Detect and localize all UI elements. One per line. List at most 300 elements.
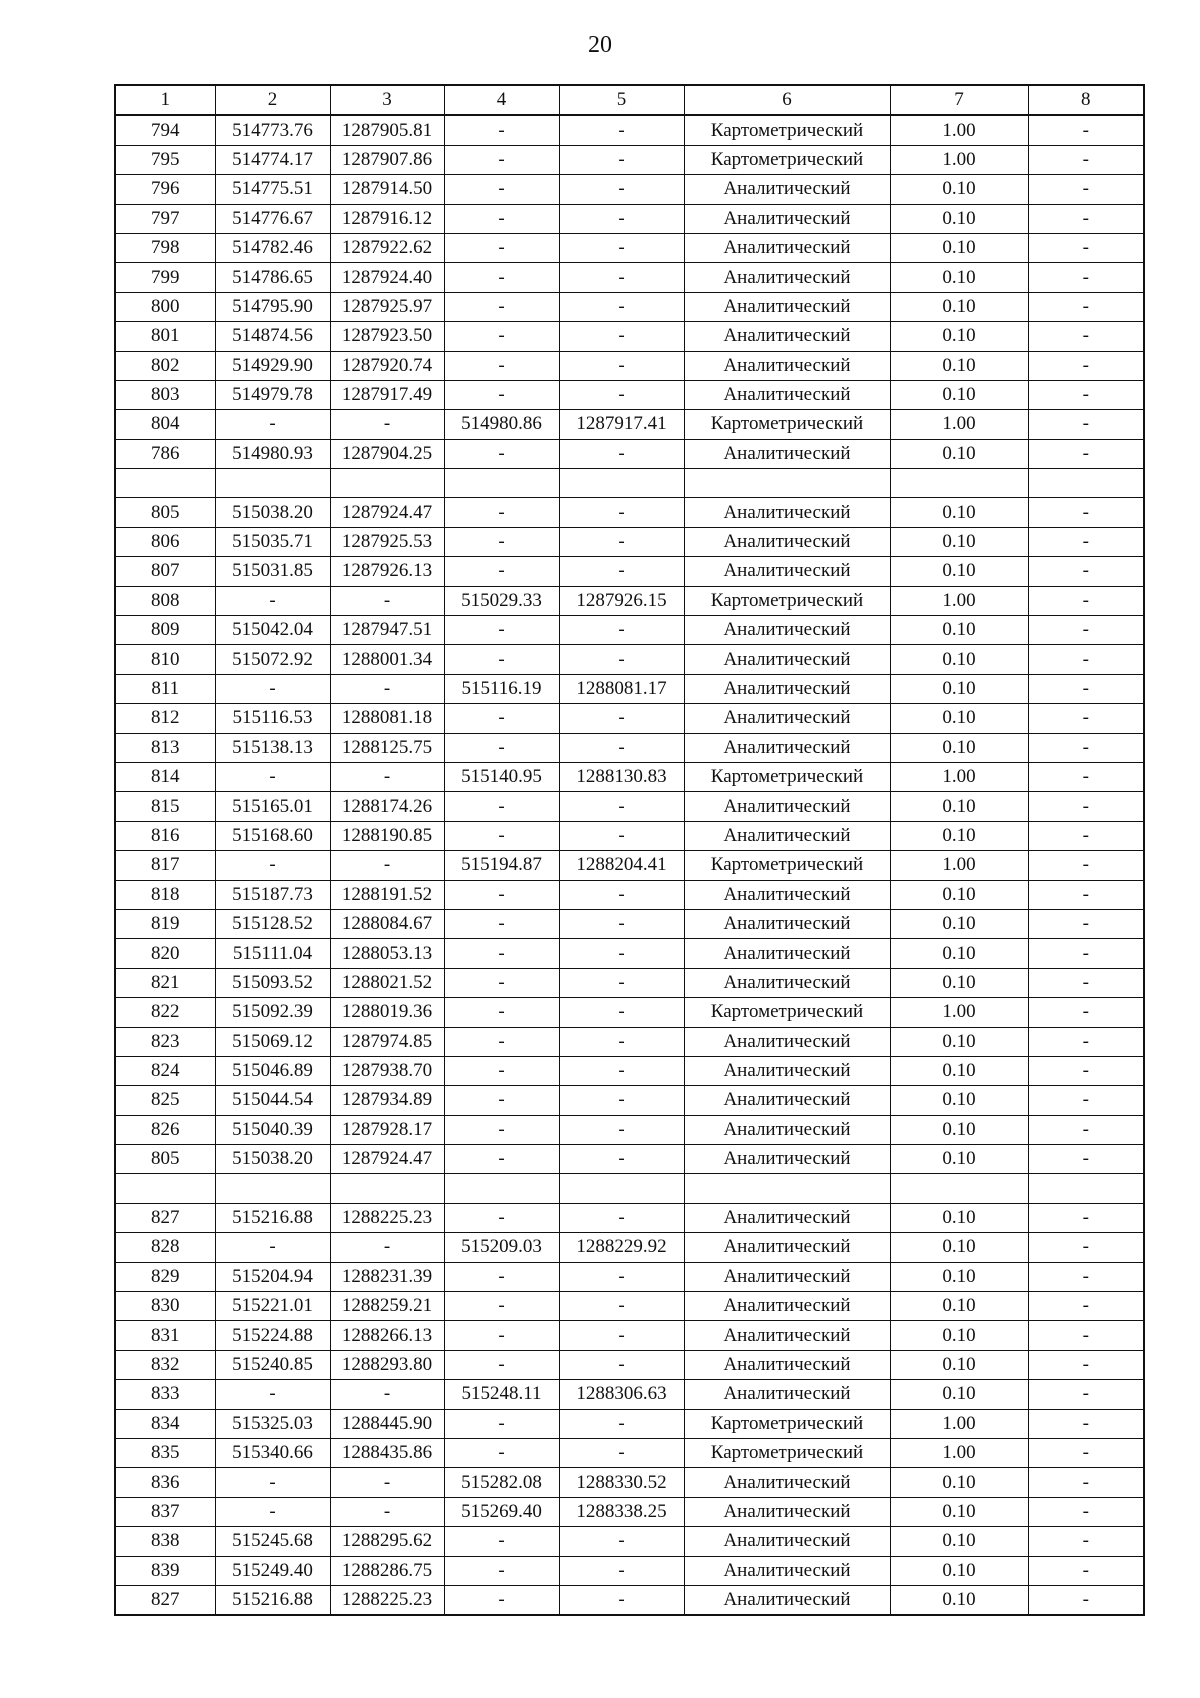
y-coordinate-alt-cell: - <box>559 557 684 586</box>
accuracy-cell: 0.10 <box>890 939 1028 968</box>
y-coordinate-cell: 1288190.85 <box>330 821 444 850</box>
y-coordinate-cell: 1288435.86 <box>330 1438 444 1467</box>
table-row <box>115 469 1144 498</box>
method-cell: Аналитический <box>684 880 890 909</box>
point-number-cell: 820 <box>115 939 215 968</box>
x-coordinate-alt-cell: - <box>444 115 559 145</box>
table-row <box>115 616 1144 645</box>
table-row <box>115 1350 1144 1379</box>
accuracy-cell: 1.00 <box>890 586 1028 615</box>
y-coordinate-cell: - <box>330 1497 444 1526</box>
point-number-cell: 798 <box>115 233 215 262</box>
x-coordinate-alt-cell: 515116.19 <box>444 674 559 703</box>
x-coordinate-alt-cell: - <box>444 1115 559 1144</box>
x-coordinate-alt-cell: - <box>444 439 559 468</box>
y-coordinate-alt-cell: - <box>559 1409 684 1438</box>
x-coordinate-alt-cell: 515140.95 <box>444 762 559 791</box>
table-row <box>115 1203 1144 1232</box>
x-coordinate-cell: 515240.85 <box>215 1350 330 1379</box>
point-number-cell: 815 <box>115 792 215 821</box>
x-coordinate-cell: - <box>215 674 330 703</box>
y-coordinate-cell: 1288174.26 <box>330 792 444 821</box>
accuracy-cell: 1.00 <box>890 1409 1028 1438</box>
y-coordinate-alt-cell: - <box>559 645 684 674</box>
y-coordinate-alt-cell: - <box>559 880 684 909</box>
point-number-cell: 810 <box>115 645 215 674</box>
accuracy-cell: 0.10 <box>890 880 1028 909</box>
x-coordinate-cell: - <box>215 1468 330 1497</box>
method-cell: Аналитический <box>684 175 890 204</box>
column-header: 6 <box>684 85 890 115</box>
point-number-cell: 818 <box>115 880 215 909</box>
y-coordinate-alt-cell: - <box>559 909 684 938</box>
method-cell: Аналитический <box>684 939 890 968</box>
y-coordinate-cell: 1288445.90 <box>330 1409 444 1438</box>
y-coordinate-cell: 1287907.86 <box>330 145 444 174</box>
description-cell: - <box>1028 557 1144 586</box>
point-number-cell: 825 <box>115 1086 215 1115</box>
method-cell: Аналитический <box>684 1027 890 1056</box>
accuracy-cell: 0.10 <box>890 1233 1028 1262</box>
table-row <box>115 322 1144 351</box>
y-coordinate-cell: 1288191.52 <box>330 880 444 909</box>
column-header: 5 <box>559 85 684 115</box>
accuracy-cell: 0.10 <box>890 292 1028 321</box>
description-cell: - <box>1028 880 1144 909</box>
x-coordinate-alt-cell: - <box>444 498 559 527</box>
y-coordinate-cell: 1288286.75 <box>330 1556 444 1585</box>
accuracy-cell: 0.10 <box>890 1027 1028 1056</box>
y-coordinate-cell: 1288021.52 <box>330 968 444 997</box>
table-row <box>115 674 1144 703</box>
description-cell: - <box>1028 1468 1144 1497</box>
x-coordinate-cell: 515216.88 <box>215 1203 330 1232</box>
y-coordinate-alt-cell: - <box>559 1027 684 1056</box>
x-coordinate-cell: 514776.67 <box>215 204 330 233</box>
point-number-cell: 806 <box>115 527 215 556</box>
description-cell: - <box>1028 263 1144 292</box>
x-coordinate-cell: 515221.01 <box>215 1292 330 1321</box>
point-number-cell: 812 <box>115 704 215 733</box>
table-row <box>115 851 1144 880</box>
description-cell: - <box>1028 1497 1144 1526</box>
x-coordinate-alt-cell: - <box>444 557 559 586</box>
table-row <box>115 762 1144 791</box>
accuracy-cell: 0.10 <box>890 704 1028 733</box>
y-coordinate-alt-cell: - <box>559 322 684 351</box>
table-row <box>115 410 1144 439</box>
table-row <box>115 204 1144 233</box>
method-cell: Картометрический <box>684 586 890 615</box>
method-cell: Аналитический <box>684 1527 890 1556</box>
method-cell: Аналитический <box>684 704 890 733</box>
x-coordinate-cell: 515116.53 <box>215 704 330 733</box>
x-coordinate-cell: 515245.68 <box>215 1527 330 1556</box>
y-coordinate-alt-cell: - <box>559 1056 684 1085</box>
x-coordinate-cell: - <box>215 851 330 880</box>
method-cell: Аналитический <box>684 263 890 292</box>
table-row <box>115 1056 1144 1085</box>
point-number-cell: 831 <box>115 1321 215 1350</box>
description-cell: - <box>1028 498 1144 527</box>
description-cell: - <box>1028 1438 1144 1467</box>
point-number-cell: 808 <box>115 586 215 615</box>
description-cell: - <box>1028 1203 1144 1232</box>
x-coordinate-cell: 515042.04 <box>215 616 330 645</box>
x-coordinate-cell: 515069.12 <box>215 1027 330 1056</box>
y-coordinate-alt-cell: - <box>559 1350 684 1379</box>
x-coordinate-alt-cell: - <box>444 1056 559 1085</box>
description-cell: - <box>1028 527 1144 556</box>
accuracy-cell: 1.00 <box>890 851 1028 880</box>
description-cell: - <box>1028 792 1144 821</box>
method-cell: Аналитический <box>684 1086 890 1115</box>
x-coordinate-cell: 514786.65 <box>215 263 330 292</box>
accuracy-cell: 0.10 <box>890 1380 1028 1409</box>
method-cell: Аналитический <box>684 1321 890 1350</box>
point-number-cell: 817 <box>115 851 215 880</box>
method-cell: Аналитический <box>684 733 890 762</box>
y-coordinate-cell: 1287917.49 <box>330 380 444 409</box>
y-coordinate-cell: - <box>330 410 444 439</box>
accuracy-cell: 0.10 <box>890 1086 1028 1115</box>
method-cell <box>684 469 890 498</box>
y-coordinate-cell: 1287923.50 <box>330 322 444 351</box>
table-row <box>115 1086 1144 1115</box>
table-row <box>115 1233 1144 1262</box>
accuracy-cell: 1.00 <box>890 410 1028 439</box>
y-coordinate-alt-cell: 1288229.92 <box>559 1233 684 1262</box>
table-row <box>115 1527 1144 1556</box>
y-coordinate-alt-cell: - <box>559 1115 684 1144</box>
accuracy-cell: 0.10 <box>890 1115 1028 1144</box>
x-coordinate-cell: 514774.17 <box>215 145 330 174</box>
description-cell: - <box>1028 1233 1144 1262</box>
table-row <box>115 498 1144 527</box>
table-row <box>115 704 1144 733</box>
method-cell: Аналитический <box>684 204 890 233</box>
y-coordinate-alt-cell: - <box>559 733 684 762</box>
x-coordinate-cell: 515165.01 <box>215 792 330 821</box>
point-number-cell: 836 <box>115 1468 215 1497</box>
accuracy-cell: 1.00 <box>890 1438 1028 1467</box>
x-coordinate-alt-cell: - <box>444 175 559 204</box>
x-coordinate-alt-cell: - <box>444 204 559 233</box>
method-cell <box>684 1174 890 1203</box>
page-number: 20 <box>588 32 612 58</box>
accuracy-cell: 0.10 <box>890 204 1028 233</box>
description-cell: - <box>1028 439 1144 468</box>
x-coordinate-cell: 515044.54 <box>215 1086 330 1115</box>
x-coordinate-cell: 514795.90 <box>215 292 330 321</box>
y-coordinate-cell <box>330 1174 444 1203</box>
x-coordinate-cell: - <box>215 410 330 439</box>
x-coordinate-alt-cell: 515282.08 <box>444 1468 559 1497</box>
x-coordinate-alt-cell: - <box>444 1262 559 1291</box>
point-number-cell: 807 <box>115 557 215 586</box>
point-number-cell: 829 <box>115 1262 215 1291</box>
y-coordinate-alt-cell: 1288204.41 <box>559 851 684 880</box>
x-coordinate-cell: 515040.39 <box>215 1115 330 1144</box>
method-cell: Аналитический <box>684 1145 890 1174</box>
description-cell: - <box>1028 1056 1144 1085</box>
description-cell: - <box>1028 586 1144 615</box>
y-coordinate-alt-cell: 1288130.83 <box>559 762 684 791</box>
x-coordinate-alt-cell: - <box>444 1321 559 1350</box>
table-row <box>115 233 1144 262</box>
method-cell: Картометрический <box>684 851 890 880</box>
x-coordinate-alt-cell <box>444 469 559 498</box>
x-coordinate-alt-cell: - <box>444 792 559 821</box>
x-coordinate-alt-cell: 515209.03 <box>444 1233 559 1262</box>
x-coordinate-cell: - <box>215 1380 330 1409</box>
x-coordinate-cell: 515224.88 <box>215 1321 330 1350</box>
point-number-cell: 824 <box>115 1056 215 1085</box>
y-coordinate-alt-cell: - <box>559 821 684 850</box>
description-cell: - <box>1028 1556 1144 1585</box>
method-cell: Аналитический <box>684 527 890 556</box>
y-coordinate-cell: 1288231.39 <box>330 1262 444 1291</box>
y-coordinate-cell: 1287905.81 <box>330 115 444 145</box>
column-header: 2 <box>215 85 330 115</box>
accuracy-cell: 0.10 <box>890 821 1028 850</box>
x-coordinate-alt-cell: 515029.33 <box>444 586 559 615</box>
x-coordinate-cell: 515325.03 <box>215 1409 330 1438</box>
y-coordinate-cell: 1287916.12 <box>330 204 444 233</box>
x-coordinate-alt-cell: 515269.40 <box>444 1497 559 1526</box>
y-coordinate-cell: 1287925.53 <box>330 527 444 556</box>
method-cell: Аналитический <box>684 292 890 321</box>
x-coordinate-cell <box>215 469 330 498</box>
x-coordinate-cell: 515038.20 <box>215 1145 330 1174</box>
table-row <box>115 263 1144 292</box>
accuracy-cell: 0.10 <box>890 1468 1028 1497</box>
accuracy-cell: 0.10 <box>890 498 1028 527</box>
x-coordinate-cell: 515204.94 <box>215 1262 330 1291</box>
x-coordinate-cell: 514929.90 <box>215 351 330 380</box>
y-coordinate-alt-cell: - <box>559 1556 684 1585</box>
y-coordinate-cell: - <box>330 1380 444 1409</box>
y-coordinate-cell: 1288225.23 <box>330 1203 444 1232</box>
y-coordinate-cell: - <box>330 586 444 615</box>
x-coordinate-alt-cell: - <box>444 1203 559 1232</box>
y-coordinate-alt-cell: - <box>559 145 684 174</box>
description-cell: - <box>1028 410 1144 439</box>
y-coordinate-alt-cell: 1287926.15 <box>559 586 684 615</box>
table-row <box>115 380 1144 409</box>
y-coordinate-alt-cell: - <box>559 792 684 821</box>
y-coordinate-cell: 1288053.13 <box>330 939 444 968</box>
point-number-cell: 827 <box>115 1585 215 1615</box>
accuracy-cell: 0.10 <box>890 1056 1028 1085</box>
method-cell: Аналитический <box>684 1556 890 1585</box>
x-coordinate-alt-cell: - <box>444 821 559 850</box>
table-row <box>115 733 1144 762</box>
table-row <box>115 1409 1144 1438</box>
point-number-cell: 795 <box>115 145 215 174</box>
y-coordinate-alt-cell: - <box>559 1438 684 1467</box>
description-cell: - <box>1028 733 1144 762</box>
table-header-row <box>115 85 1144 115</box>
y-coordinate-alt-cell: - <box>559 1527 684 1556</box>
table-row <box>115 645 1144 674</box>
description-cell: - <box>1028 1350 1144 1379</box>
point-number-cell: 830 <box>115 1292 215 1321</box>
x-coordinate-cell: - <box>215 586 330 615</box>
table-row <box>115 1380 1144 1409</box>
table-row <box>115 351 1144 380</box>
x-coordinate-alt-cell: 515194.87 <box>444 851 559 880</box>
description-cell: - <box>1028 1292 1144 1321</box>
y-coordinate-cell: 1287904.25 <box>330 439 444 468</box>
table-row <box>115 292 1144 321</box>
point-number-cell: 786 <box>115 439 215 468</box>
accuracy-cell: 0.10 <box>890 351 1028 380</box>
description-cell: - <box>1028 1585 1144 1615</box>
accuracy-cell: 0.10 <box>890 616 1028 645</box>
point-number-cell <box>115 469 215 498</box>
y-coordinate-cell: - <box>330 1233 444 1262</box>
description-cell: - <box>1028 674 1144 703</box>
description-cell: - <box>1028 351 1144 380</box>
x-coordinate-alt-cell: - <box>444 998 559 1027</box>
point-number-cell: 804 <box>115 410 215 439</box>
x-coordinate-alt-cell: - <box>444 1292 559 1321</box>
x-coordinate-alt-cell: - <box>444 909 559 938</box>
y-coordinate-alt-cell: - <box>559 115 684 145</box>
accuracy-cell: 0.10 <box>890 1556 1028 1585</box>
accuracy-cell: 0.10 <box>890 439 1028 468</box>
y-coordinate-alt-cell: - <box>559 498 684 527</box>
x-coordinate-alt-cell: - <box>444 233 559 262</box>
x-coordinate-cell: 515035.71 <box>215 527 330 556</box>
y-coordinate-alt-cell: - <box>559 939 684 968</box>
accuracy-cell: 0.10 <box>890 968 1028 997</box>
x-coordinate-cell: 514782.46 <box>215 233 330 262</box>
method-cell: Картометрический <box>684 762 890 791</box>
description-cell: - <box>1028 204 1144 233</box>
x-coordinate-cell: 515092.39 <box>215 998 330 1027</box>
x-coordinate-cell: 515046.89 <box>215 1056 330 1085</box>
description-cell: - <box>1028 1262 1144 1291</box>
y-coordinate-cell: 1287914.50 <box>330 175 444 204</box>
x-coordinate-alt-cell: - <box>444 1145 559 1174</box>
method-cell: Аналитический <box>684 909 890 938</box>
x-coordinate-alt-cell: - <box>444 263 559 292</box>
method-cell: Картометрический <box>684 1438 890 1467</box>
table-row <box>115 909 1144 938</box>
y-coordinate-alt-cell: - <box>559 998 684 1027</box>
description-cell: - <box>1028 1527 1144 1556</box>
method-cell: Аналитический <box>684 1233 890 1262</box>
y-coordinate-alt-cell: - <box>559 1585 684 1615</box>
x-coordinate-alt-cell: - <box>444 527 559 556</box>
y-coordinate-cell: 1287926.13 <box>330 557 444 586</box>
x-coordinate-cell: 514773.76 <box>215 115 330 145</box>
accuracy-cell: 0.10 <box>890 1203 1028 1232</box>
x-coordinate-alt-cell: - <box>444 1438 559 1467</box>
method-cell: Аналитический <box>684 233 890 262</box>
y-coordinate-cell: 1287924.47 <box>330 1145 444 1174</box>
column-header: 1 <box>115 85 215 115</box>
x-coordinate-cell: 515031.85 <box>215 557 330 586</box>
table-row <box>115 1556 1144 1585</box>
accuracy-cell: 1.00 <box>890 145 1028 174</box>
y-coordinate-cell: 1288084.67 <box>330 909 444 938</box>
accuracy-cell: 0.10 <box>890 233 1028 262</box>
description-cell: - <box>1028 322 1144 351</box>
accuracy-cell: 0.10 <box>890 733 1028 762</box>
y-coordinate-cell: - <box>330 1468 444 1497</box>
y-coordinate-alt-cell: - <box>559 1203 684 1232</box>
y-coordinate-alt-cell: - <box>559 263 684 292</box>
accuracy-cell: 0.10 <box>890 1527 1028 1556</box>
accuracy-cell: 0.10 <box>890 1262 1028 1291</box>
accuracy-cell: 0.10 <box>890 263 1028 292</box>
description-cell: - <box>1028 909 1144 938</box>
x-coordinate-alt-cell: - <box>444 1585 559 1615</box>
y-coordinate-cell: 1288081.18 <box>330 704 444 733</box>
accuracy-cell: 0.10 <box>890 909 1028 938</box>
method-cell: Аналитический <box>684 1262 890 1291</box>
column-header: 7 <box>890 85 1028 115</box>
x-coordinate-alt-cell: - <box>444 645 559 674</box>
point-number-cell: 797 <box>115 204 215 233</box>
description-cell: - <box>1028 233 1144 262</box>
description-cell: - <box>1028 998 1144 1027</box>
method-cell: Аналитический <box>684 1585 890 1615</box>
x-coordinate-cell: 515093.52 <box>215 968 330 997</box>
point-number-cell: 796 <box>115 175 215 204</box>
point-number-cell: 834 <box>115 1409 215 1438</box>
y-coordinate-alt-cell: - <box>559 439 684 468</box>
x-coordinate-alt-cell: - <box>444 1409 559 1438</box>
x-coordinate-cell: - <box>215 1233 330 1262</box>
y-coordinate-cell: 1287924.47 <box>330 498 444 527</box>
x-coordinate-alt-cell: - <box>444 1556 559 1585</box>
description-cell: - <box>1028 175 1144 204</box>
point-number-cell: 826 <box>115 1115 215 1144</box>
point-number-cell: 828 <box>115 1233 215 1262</box>
table-row <box>115 1262 1144 1291</box>
description-cell: - <box>1028 145 1144 174</box>
x-coordinate-alt-cell: - <box>444 322 559 351</box>
accuracy-cell: 0.10 <box>890 1585 1028 1615</box>
y-coordinate-alt-cell: - <box>559 1321 684 1350</box>
y-coordinate-alt-cell: - <box>559 968 684 997</box>
table-row <box>115 1292 1144 1321</box>
x-coordinate-alt-cell: - <box>444 939 559 968</box>
method-cell: Картометрический <box>684 115 890 145</box>
table-row <box>115 527 1144 556</box>
description-cell: - <box>1028 821 1144 850</box>
column-header: 4 <box>444 85 559 115</box>
y-coordinate-cell: 1287925.97 <box>330 292 444 321</box>
description-cell: - <box>1028 1086 1144 1115</box>
table-row <box>115 998 1144 1027</box>
y-coordinate-cell: 1288259.21 <box>330 1292 444 1321</box>
method-cell: Аналитический <box>684 968 890 997</box>
point-number-cell: 833 <box>115 1380 215 1409</box>
accuracy-cell: 0.10 <box>890 557 1028 586</box>
description-cell: - <box>1028 968 1144 997</box>
description-cell: - <box>1028 939 1144 968</box>
description-cell: - <box>1028 851 1144 880</box>
point-number-cell: 823 <box>115 1027 215 1056</box>
table-row <box>115 586 1144 615</box>
method-cell: Картометрический <box>684 145 890 174</box>
point-number-cell: 800 <box>115 292 215 321</box>
